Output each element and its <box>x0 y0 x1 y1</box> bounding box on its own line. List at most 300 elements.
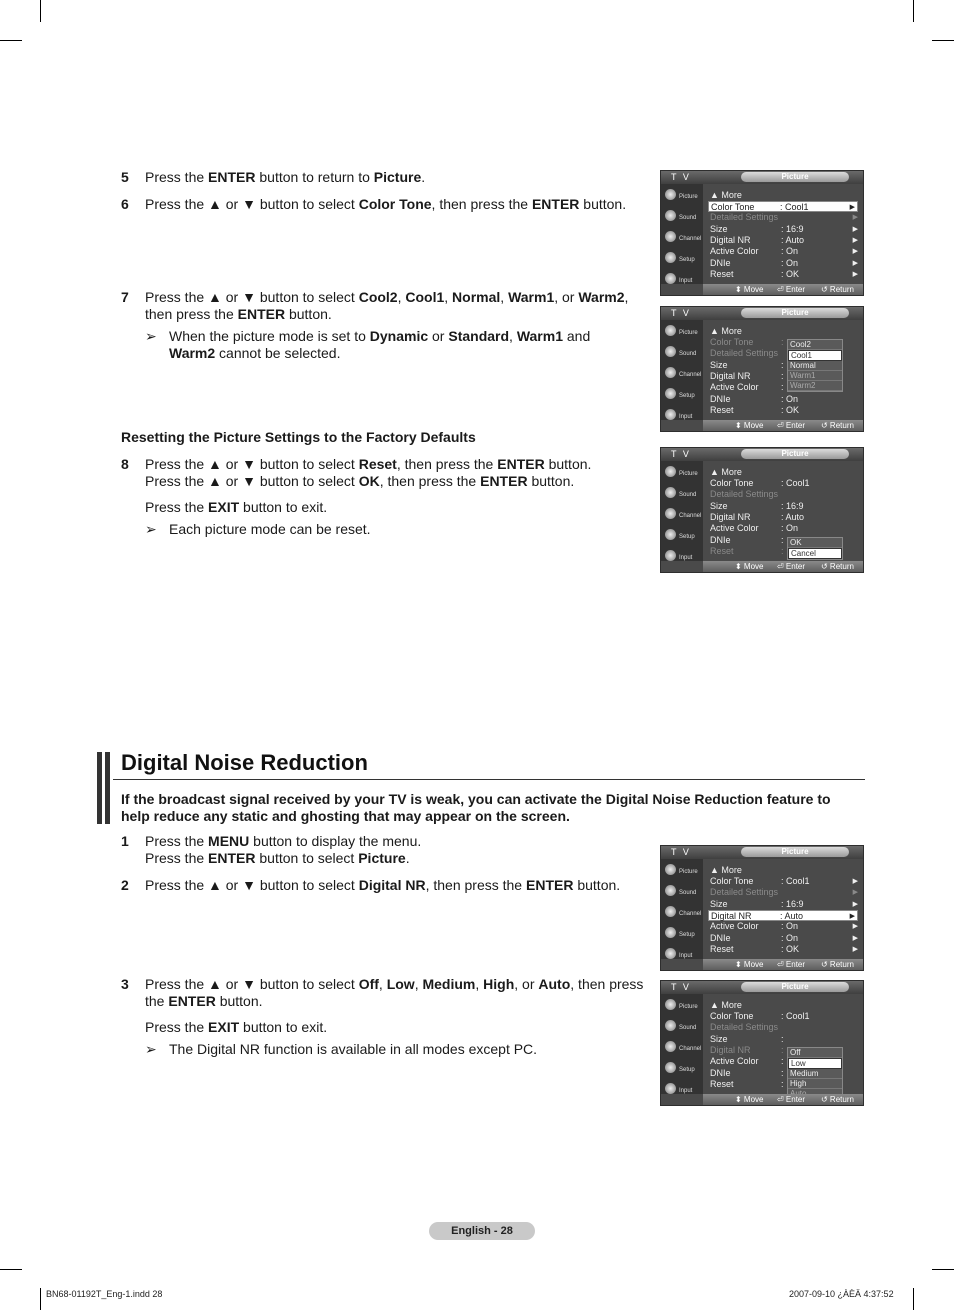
osd-menu-row <box>710 394 860 405</box>
triangle-right-icon: ▶ <box>852 270 858 278</box>
osd-row-label: Detailed Settings <box>710 489 779 500</box>
osd-sidebar-label: Setup <box>679 932 695 938</box>
osd-row-label: Detailed Settings <box>710 1022 779 1033</box>
osd-menu-row <box>710 899 860 910</box>
osd-sidebar-label: Input <box>679 278 693 284</box>
bold-term: Auto <box>538 976 571 992</box>
osd-row-value: : <box>781 1044 784 1055</box>
text-fragment: Press the ▲ or ▼ button to select <box>145 196 359 212</box>
osd-row-value: : Cool1 <box>781 1011 810 1021</box>
osd-title-bar <box>661 171 863 184</box>
osd-row-label: Reset <box>710 545 734 556</box>
note-arrow-icon: ➢ <box>145 328 157 344</box>
subheading-reset: Resetting the Picture Settings to the Factory Defaults <box>121 429 476 445</box>
text-fragment: The Digital NR function is available in all modes except PC. <box>169 1041 538 1057</box>
osd-menu-row <box>710 501 860 512</box>
text-fragment: , or <box>554 289 579 305</box>
osd-tv-label: T V <box>671 847 691 857</box>
file-info-left: BN68-01192T_Eng-1.indd 28 <box>46 1289 163 1299</box>
step-line <box>145 1019 327 1036</box>
menu-category-icon <box>665 948 676 959</box>
osd-row-value: : OK <box>781 943 800 954</box>
osd-more-label: ▲ More <box>710 865 742 875</box>
osd-sidebar-item <box>663 406 703 426</box>
osd-dropdown <box>787 1047 843 1100</box>
osd-row-label: Reset <box>710 943 734 954</box>
osd-menu-title: Picture <box>741 449 849 459</box>
tv-osd-screen <box>660 845 864 971</box>
osd-sidebar-item <box>663 1017 703 1037</box>
bold-term: Reset <box>358 456 397 472</box>
osd-title-bar <box>661 307 863 320</box>
osd-row-value: : On <box>781 932 799 943</box>
menu-category-icon <box>665 210 676 221</box>
osd-more-label: ▲ More <box>710 1000 742 1010</box>
menu-category-icon <box>665 346 676 357</box>
tv-osd-screen <box>660 170 864 296</box>
osd-sidebar-label: Channel <box>679 236 702 242</box>
osd-sidebar-label: Setup <box>679 257 695 263</box>
osd-sidebar-item <box>663 996 703 1016</box>
osd-tv-label: T V <box>671 172 691 182</box>
osd-sidebar-item <box>663 505 703 525</box>
text-fragment: , then press the <box>425 877 526 893</box>
bold-term: Medium <box>422 976 476 992</box>
bold-term: Warm1 <box>508 289 555 305</box>
osd-dropdown-option: Low <box>788 1058 842 1069</box>
menu-category-icon <box>665 508 676 519</box>
osd-dropdown-option: Cancel <box>788 548 842 559</box>
osd-row-label: DNIe <box>710 1067 731 1078</box>
step-text <box>145 169 655 186</box>
file-info-right: 2007-09-10 ¿ÀÈÄ 4:37:52 <box>789 1289 894 1299</box>
text-fragment: , <box>444 289 453 305</box>
osd-row-label: Size <box>710 898 728 909</box>
osd-row-label: DNIe <box>710 932 731 943</box>
osd-sidebar-label: Picture <box>679 869 698 875</box>
osd-footer-return: ↺ Return <box>821 1095 854 1104</box>
step-number: 3 <box>121 976 129 992</box>
osd-row-value: : <box>781 359 784 370</box>
osd-menu-row <box>710 512 860 523</box>
text-fragment: Each picture mode can be reset. <box>169 521 371 537</box>
bold-term: Cool2 <box>358 289 398 305</box>
menu-category-icon <box>665 885 676 896</box>
osd-footer-move: ⬍ Move <box>735 562 764 571</box>
osd-dropdown <box>787 339 843 392</box>
osd-sidebar-item <box>663 270 703 290</box>
osd-sidebar-label: Picture <box>679 471 698 477</box>
osd-sidebar-item <box>663 207 703 227</box>
osd-footer-enter: ⏎ Enter <box>777 960 806 969</box>
triangle-right-icon: ▶ <box>852 259 858 267</box>
osd-row-value: : On <box>781 523 799 534</box>
bold-term: MENU <box>208 833 250 849</box>
osd-row-value: : OK <box>781 404 800 415</box>
osd-title-bar <box>661 981 863 994</box>
osd-footer-enter: ⏎ Enter <box>777 1095 806 1104</box>
step-number: 1 <box>121 833 129 849</box>
bold-term: ENTER <box>168 993 216 1009</box>
osd-footer-move: ⬍ Move <box>735 1095 764 1104</box>
osd-sidebar-label: Input <box>679 1088 693 1094</box>
osd-footer-return: ↺ Return <box>821 285 854 294</box>
step-number: 7 <box>121 289 129 305</box>
osd-row-label: Detailed Settings <box>710 887 779 898</box>
step-text <box>145 976 655 1010</box>
osd-dropdown <box>787 537 843 560</box>
osd-menu-row <box>710 258 860 269</box>
osd-sidebar-label: Picture <box>679 1004 698 1010</box>
text-fragment: . <box>405 850 410 866</box>
menu-category-icon <box>665 487 676 498</box>
osd-more-row <box>710 190 860 201</box>
osd-dropdown-option: Cool2 <box>788 340 842 350</box>
text-fragment: Press the ▲ or ▼ button to select <box>145 473 359 489</box>
osd-row-label: Color Tone <box>710 478 754 488</box>
bold-term: ENTER <box>237 306 286 322</box>
osd-row-label: Color Tone <box>710 337 754 347</box>
osd-sidebar <box>661 461 703 561</box>
osd-menu-row <box>708 910 858 921</box>
osd-more-row <box>710 865 860 876</box>
osd-menu-row <box>710 933 860 944</box>
menu-category-icon <box>665 1041 676 1052</box>
crop-mark <box>932 1269 954 1270</box>
step-text <box>145 289 655 323</box>
osd-row-label: Digital NR <box>710 234 751 245</box>
text-fragment: Press the ▲ or ▼ button to select <box>145 456 359 472</box>
osd-sidebar-item <box>663 484 703 504</box>
osd-sidebar <box>661 994 703 1094</box>
section-title: Digital Noise Reduction <box>121 750 368 775</box>
osd-row-value: : <box>781 534 784 545</box>
text-fragment: , then press the <box>396 456 498 472</box>
note-arrow-icon: ➢ <box>145 1041 157 1057</box>
text-fragment: button. <box>285 306 332 322</box>
osd-menu-row <box>710 876 860 887</box>
step-text <box>145 456 655 473</box>
osd-sidebar-label: Input <box>679 953 693 959</box>
osd-row-value: : <box>781 1078 784 1089</box>
menu-category-icon <box>665 231 676 242</box>
osd-more-row <box>710 1000 860 1011</box>
osd-row-label: Digital NR <box>711 910 752 921</box>
triangle-right-icon: ▶ <box>852 236 858 244</box>
osd-sidebar-label: Channel <box>679 911 702 917</box>
bold-term: Warm1 <box>516 328 563 344</box>
osd-menu-row <box>710 478 860 489</box>
osd-row-label: Reset <box>710 268 734 279</box>
osd-row-value: : <box>781 382 784 393</box>
osd-menu-title: Picture <box>741 308 849 318</box>
crop-mark <box>0 1269 22 1270</box>
crop-mark <box>40 0 41 22</box>
osd-row-label: Size <box>710 223 728 234</box>
bold-term: Dynamic <box>369 328 429 344</box>
text-fragment: , then press the <box>145 289 629 322</box>
osd-row-value: : On <box>781 257 799 268</box>
osd-footer-return: ↺ Return <box>821 421 854 430</box>
text-fragment: , <box>378 976 387 992</box>
bold-term: ENTER <box>497 456 545 472</box>
bold-term: Standard <box>448 328 510 344</box>
triangle-right-icon: ▶ <box>852 900 858 908</box>
text-fragment: Press the ▲ or ▼ button to select <box>145 289 359 305</box>
osd-sidebar-label: Setup <box>679 393 695 399</box>
osd-menu-row <box>710 246 860 257</box>
osd-more-row <box>710 326 860 337</box>
osd-row-value: : Auto <box>781 511 805 522</box>
bold-term: Cool1 <box>405 289 445 305</box>
osd-menu-row <box>710 405 860 416</box>
osd-sidebar-label: Input <box>679 414 693 420</box>
osd-menu-row <box>710 224 860 235</box>
osd-menu-row <box>710 1034 860 1045</box>
menu-category-icon <box>665 189 676 200</box>
osd-menu-row <box>710 235 860 246</box>
osd-menu-title: Picture <box>741 847 849 857</box>
osd-sidebar-item <box>663 547 703 567</box>
text-fragment: Press the <box>145 169 209 185</box>
text-fragment: button to select <box>255 850 359 866</box>
osd-menu-title: Picture <box>741 172 849 182</box>
menu-category-icon <box>665 1062 676 1073</box>
osd-footer <box>703 420 864 432</box>
osd-sidebar-item <box>663 882 703 902</box>
text-fragment: button to exit. <box>239 1019 328 1035</box>
osd-row-label: Reset <box>710 1078 734 1089</box>
text-fragment: , <box>500 289 509 305</box>
osd-sidebar-item <box>663 228 703 248</box>
text-fragment: , then press the <box>379 473 481 489</box>
osd-sidebar-item <box>663 249 703 269</box>
text-fragment: Press the <box>145 499 209 515</box>
text-fragment: , then press the <box>431 196 532 212</box>
osd-row-label: Color Tone <box>711 202 755 212</box>
osd-row-value: : <box>781 1067 784 1078</box>
menu-category-icon <box>665 409 676 420</box>
text-fragment: , <box>509 328 517 344</box>
osd-sidebar-label: Picture <box>679 330 698 336</box>
osd-footer <box>703 1094 864 1106</box>
osd-sidebar-item <box>663 343 703 363</box>
osd-sidebar-item <box>663 526 703 546</box>
osd-sidebar-item <box>663 861 703 881</box>
osd-footer-enter: ⏎ Enter <box>777 562 806 571</box>
osd-sidebar <box>661 184 703 284</box>
osd-menu-row <box>710 212 860 223</box>
triangle-right-icon: ▶ <box>849 204 855 211</box>
text-fragment: cannot be selected. <box>215 345 341 361</box>
step-text <box>145 196 655 213</box>
osd-row-value: : Auto <box>780 910 804 921</box>
osd-sidebar-label: Sound <box>679 1025 697 1031</box>
osd-dropdown-option: Warm2 <box>788 381 842 391</box>
menu-category-icon <box>665 367 676 378</box>
step-line <box>145 499 327 516</box>
osd-row-label: Size <box>710 1033 728 1044</box>
crop-mark <box>913 0 914 22</box>
osd-sidebar-item <box>663 1080 703 1100</box>
text-fragment: button. <box>215 993 263 1009</box>
osd-row-label: Detailed Settings <box>710 212 779 223</box>
note-text <box>169 328 639 362</box>
triangle-right-icon: ▶ <box>852 945 858 953</box>
osd-row-value: : Cool1 <box>781 478 810 488</box>
osd-menu-row <box>710 269 860 280</box>
page-number-badge: English - 28 <box>429 1222 535 1240</box>
menu-category-icon <box>665 529 676 540</box>
bold-term: Digital NR <box>358 877 426 893</box>
bold-term: ENTER <box>480 473 528 489</box>
text-fragment: , <box>414 976 423 992</box>
osd-footer-enter: ⏎ Enter <box>777 421 806 430</box>
osd-menu-row <box>710 489 860 500</box>
osd-row-value: : <box>781 1033 784 1044</box>
text-fragment: Press the ▲ or ▼ button to select <box>145 877 359 893</box>
text-fragment: button to return to <box>255 169 374 185</box>
osd-sidebar-item <box>663 322 703 342</box>
menu-category-icon <box>665 1020 676 1031</box>
bold-term: Warm2 <box>578 289 625 305</box>
osd-row-label: Digital NR <box>710 1044 751 1055</box>
menu-category-icon <box>665 999 676 1010</box>
osd-row-label: Color Tone <box>710 1011 754 1021</box>
menu-category-icon <box>665 388 676 399</box>
text-fragment: button. <box>527 473 575 489</box>
osd-more-label: ▲ More <box>710 190 742 200</box>
section-intro: If the broadcast signal received by your TV is weak, you can activate the Digital Noise Reduction feature to help reduce any static and ghosting that may appear on the screen. <box>121 791 831 824</box>
menu-category-icon <box>665 252 676 263</box>
osd-sidebar-label: Setup <box>679 1067 695 1073</box>
osd-menu-row <box>710 921 860 932</box>
osd-footer-move: ⬍ Move <box>735 421 764 430</box>
section-rule <box>113 779 865 780</box>
crop-mark <box>0 40 22 41</box>
osd-sidebar-item <box>663 186 703 206</box>
osd-footer-return: ↺ Return <box>821 562 854 571</box>
osd-row-label: Color Tone <box>710 876 754 886</box>
osd-menu-row <box>710 1011 860 1022</box>
osd-row-label: Detailed Settings <box>710 348 779 359</box>
tv-osd-screen <box>660 980 864 1106</box>
osd-row-label: Active Color <box>710 523 759 534</box>
osd-menu-row <box>710 1022 860 1033</box>
osd-row-value: : Cool1 <box>780 202 809 212</box>
crop-mark <box>40 1288 41 1310</box>
osd-row-label: DNIe <box>710 257 731 268</box>
crop-mark <box>932 40 954 41</box>
section-bar <box>105 752 110 824</box>
osd-row-label: Digital NR <box>710 370 751 381</box>
note-arrow-icon: ➢ <box>145 521 157 537</box>
osd-menu-row <box>710 887 860 898</box>
osd-sidebar-label: Picture <box>679 194 698 200</box>
osd-row-label: Reset <box>710 404 734 415</box>
step-text <box>145 877 655 894</box>
triangle-right-icon: ▶ <box>852 214 858 222</box>
bold-term: Warm2 <box>169 345 216 361</box>
bold-term: Picture <box>358 850 406 866</box>
osd-row-value: : On <box>781 921 799 932</box>
osd-row-value: : 16:9 <box>781 898 804 909</box>
osd-tv-label: T V <box>671 308 691 318</box>
menu-category-icon <box>665 466 676 477</box>
osd-row-value: : <box>781 337 784 347</box>
osd-sidebar <box>661 320 703 420</box>
text-fragment: button. <box>544 456 592 472</box>
triangle-right-icon: ▶ <box>852 248 858 256</box>
menu-category-icon <box>665 906 676 917</box>
osd-row-label: Size <box>710 500 728 511</box>
osd-row-value: : <box>781 370 784 381</box>
osd-row-label: Active Color <box>710 382 759 393</box>
text-fragment: Press the <box>145 1019 209 1035</box>
osd-footer <box>703 959 864 971</box>
osd-sidebar-item <box>663 463 703 483</box>
menu-category-icon <box>665 325 676 336</box>
step-number: 6 <box>121 196 129 212</box>
note-text <box>169 521 639 538</box>
bold-term: High <box>483 976 515 992</box>
osd-sidebar-label: Input <box>679 555 693 561</box>
text-fragment: Press the <box>145 850 209 866</box>
osd-row-label: DNIe <box>710 393 731 404</box>
triangle-right-icon: ▶ <box>852 934 858 942</box>
step-number: 5 <box>121 169 129 185</box>
bold-term: ENTER <box>208 169 256 185</box>
triangle-right-icon: ▶ <box>852 878 858 885</box>
osd-dropdown-option: High <box>788 1079 842 1089</box>
text-fragment: or <box>428 328 449 344</box>
osd-row-value: : <box>781 545 784 556</box>
osd-row-value: : On <box>781 393 799 404</box>
menu-category-icon <box>665 864 676 875</box>
osd-sidebar-label: Setup <box>679 534 695 540</box>
osd-row-label: DNIe <box>710 534 731 545</box>
osd-footer <box>703 284 864 296</box>
osd-sidebar-label: Channel <box>679 1046 702 1052</box>
osd-sidebar-label: Sound <box>679 492 697 498</box>
text-fragment: button. <box>579 196 627 212</box>
osd-sidebar-label: Channel <box>679 372 702 378</box>
menu-category-icon <box>665 927 676 938</box>
osd-row-value: : Cool1 <box>781 876 810 886</box>
text-fragment: . <box>421 169 426 185</box>
osd-footer-move: ⬍ Move <box>735 960 764 969</box>
bold-term: ENTER <box>208 850 256 866</box>
triangle-right-icon: ▶ <box>849 912 855 920</box>
text-fragment: , then press the <box>145 976 644 1009</box>
triangle-right-icon: ▶ <box>852 923 858 931</box>
osd-sidebar-item <box>663 924 703 944</box>
bold-term: ENTER <box>531 196 580 212</box>
tv-osd-screen <box>660 306 864 432</box>
text-fragment: When the picture mode is set to <box>169 328 370 344</box>
osd-more-label: ▲ More <box>710 326 742 336</box>
osd-sidebar-item <box>663 1059 703 1079</box>
bold-term: EXIT <box>208 499 240 515</box>
text-fragment: and <box>563 328 591 344</box>
text-fragment: Press the ▲ or ▼ button to select <box>145 976 359 992</box>
osd-dropdown-option: Normal <box>788 361 842 371</box>
note-text <box>169 1041 639 1058</box>
step-number: 8 <box>121 456 129 472</box>
bold-term: ENTER <box>526 877 574 893</box>
osd-footer <box>703 561 864 573</box>
osd-more-label: ▲ More <box>710 467 742 477</box>
